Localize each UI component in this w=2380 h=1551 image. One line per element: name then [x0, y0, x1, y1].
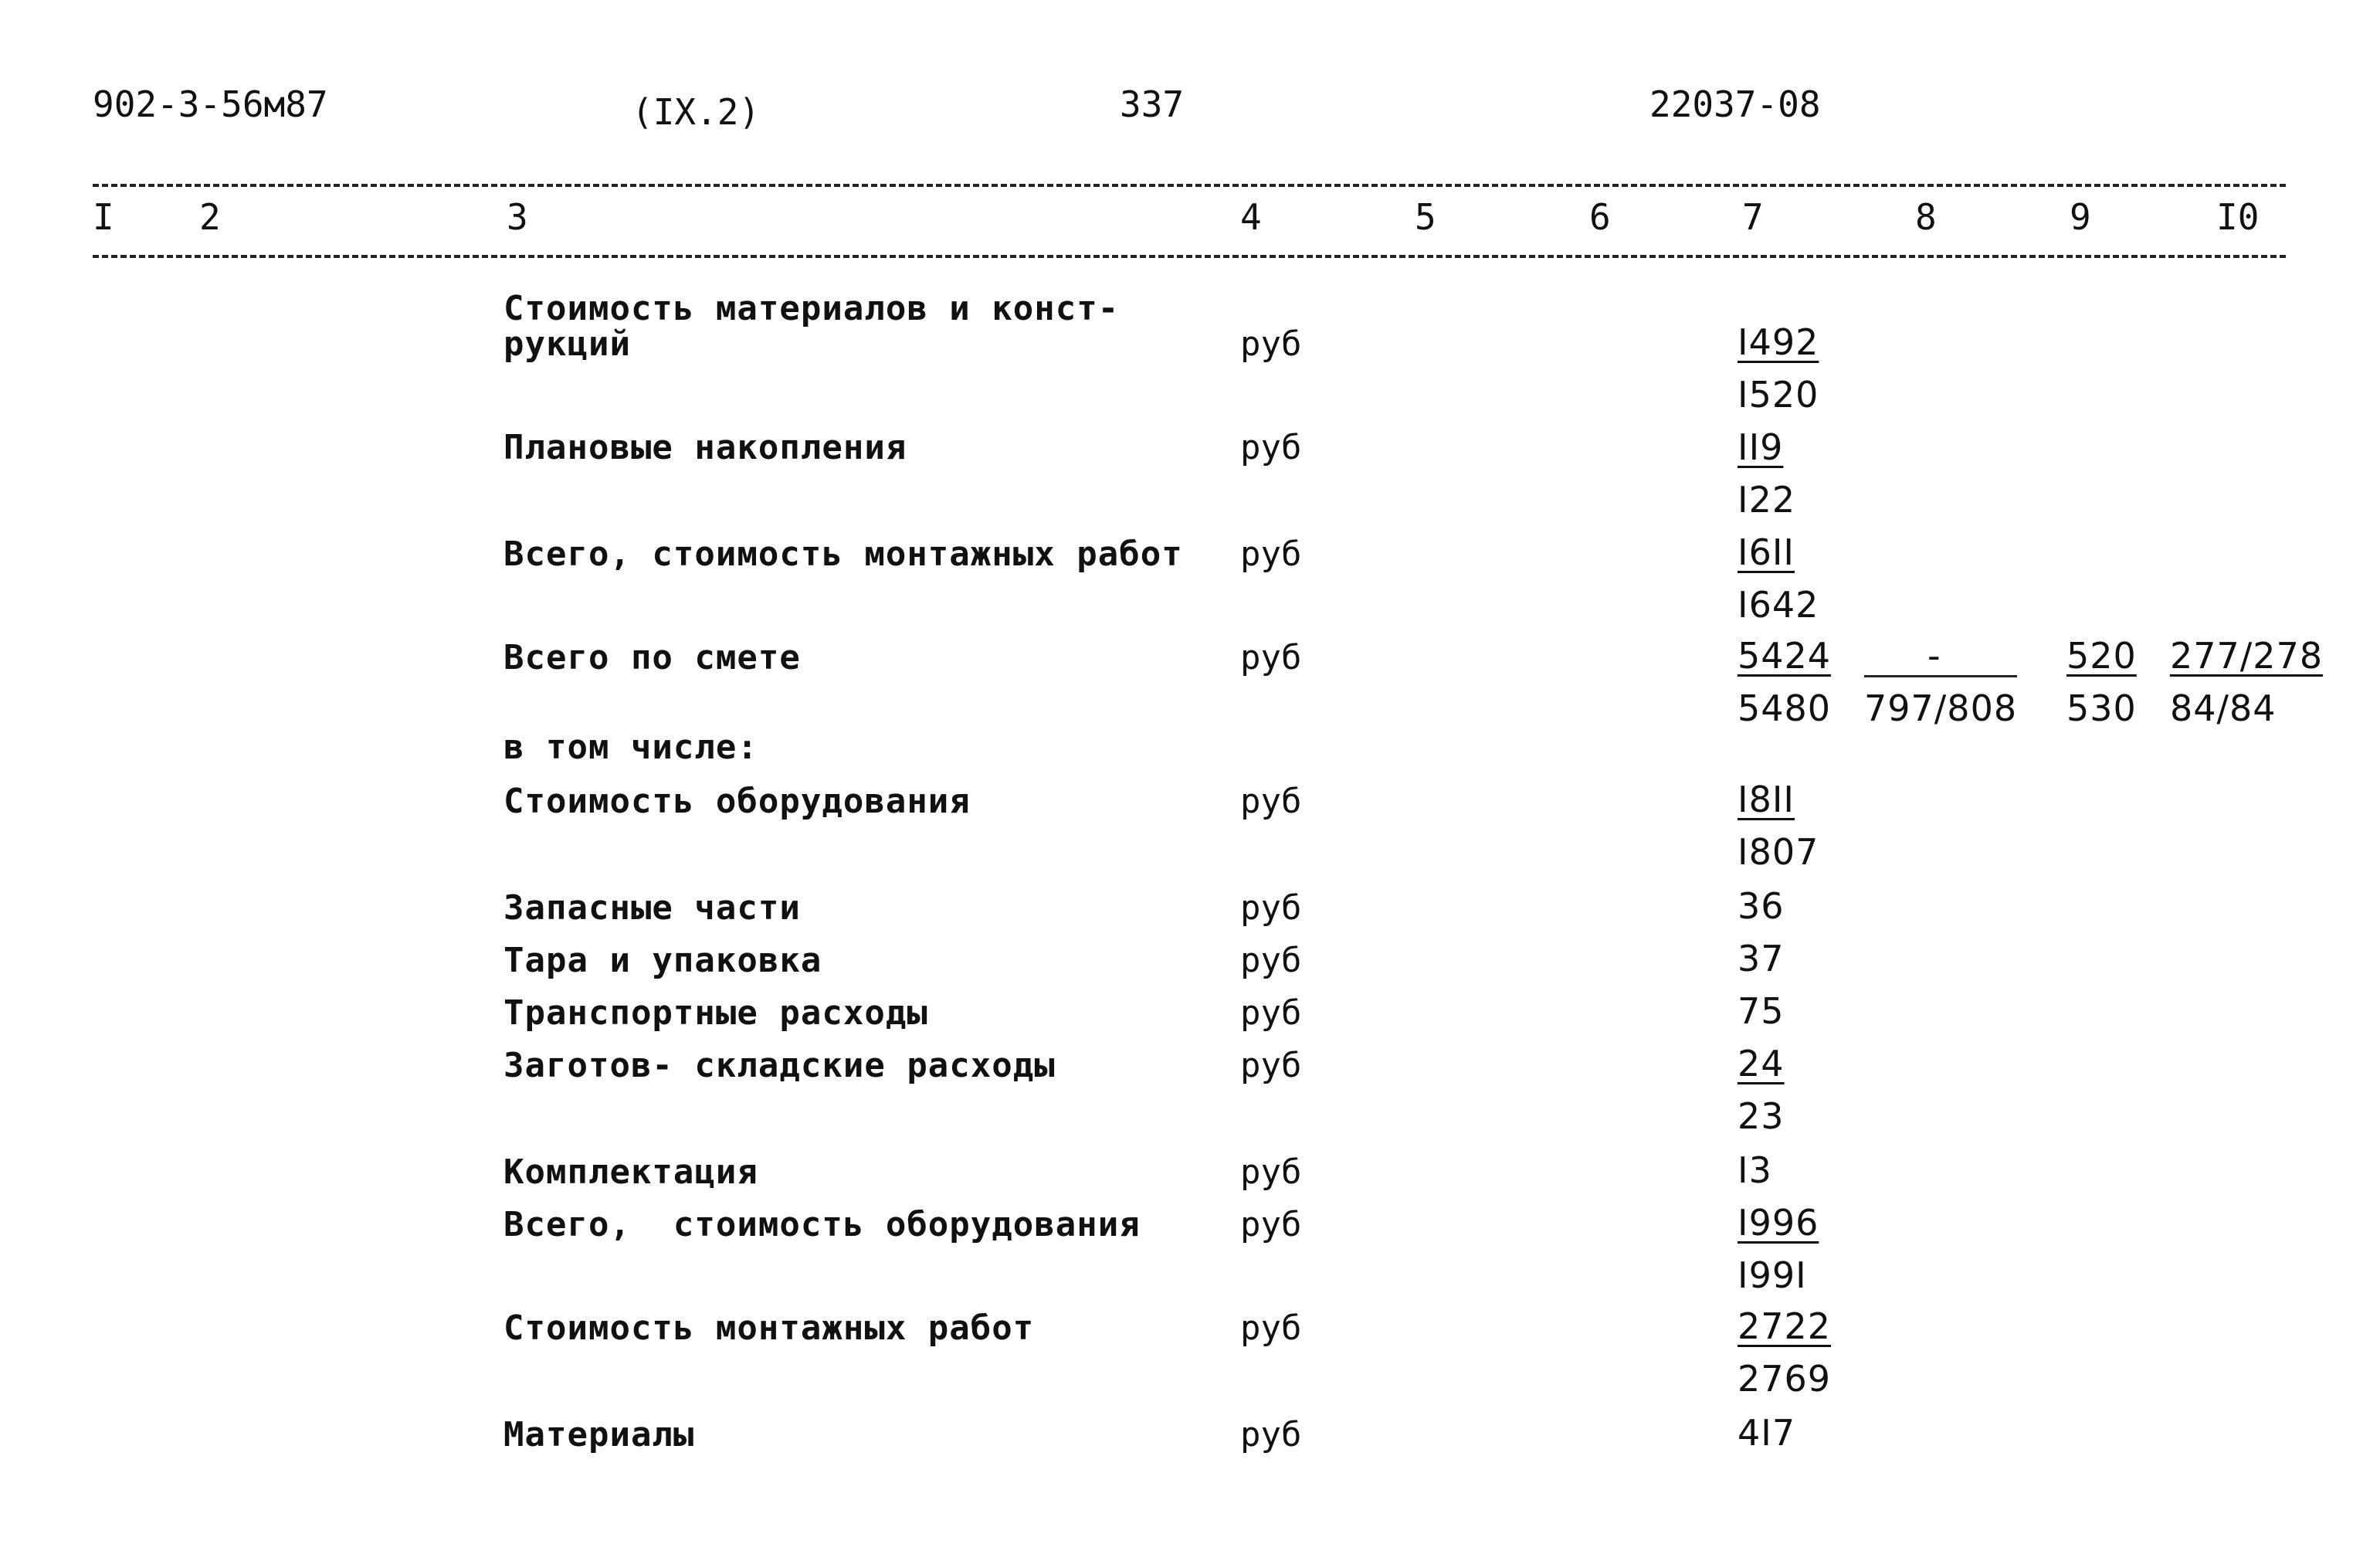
page-number: 337	[1120, 83, 1185, 125]
row-label: Стоимость монтажных работ	[503, 1308, 1035, 1348]
row-label: в том числе:	[503, 728, 758, 767]
value-bottom: 84/84	[2170, 687, 2277, 729]
unit-cell: руб	[1240, 941, 1302, 980]
value-bottom: 5480	[1738, 687, 1832, 729]
unit-cell: руб	[1240, 1046, 1302, 1085]
unit-cell: руб	[1240, 993, 1302, 1033]
row-label: Заготов- складские расходы	[503, 1046, 1056, 1085]
value-top: 24	[1738, 1043, 1785, 1084]
unit-cell: руб	[1240, 782, 1302, 821]
value-top: I492	[1738, 321, 1819, 363]
header-bottom-rule	[93, 255, 2286, 258]
value-top: II9	[1738, 426, 1784, 468]
row-label: Всего, стоимость монтажных работ	[503, 535, 1183, 574]
row-label: Тара и упаковка	[503, 941, 822, 980]
value-bottom: I642	[1738, 584, 1819, 626]
value-top: I996	[1738, 1202, 1819, 1244]
section-number: (IX.2)	[632, 91, 761, 133]
unit-cell: руб	[1240, 638, 1302, 677]
value-cell: 36	[1738, 885, 1785, 927]
column-header-9: 9	[2070, 196, 2091, 238]
value-top: 277/278	[2170, 635, 2324, 677]
value-cell: 75	[1738, 990, 1785, 1032]
column-header-8: 8	[1915, 196, 1937, 238]
value-cell: 4I7	[1738, 1412, 1796, 1454]
unit-cell: руб	[1240, 1308, 1302, 1348]
row-label: Стоимость оборудования	[503, 782, 971, 821]
value-top: I6II	[1738, 531, 1795, 573]
column-header-2: 2	[199, 196, 221, 238]
unit-cell: руб	[1240, 1205, 1302, 1244]
value-bottom: I520	[1738, 374, 1819, 416]
value-top: I8II	[1738, 779, 1795, 820]
unit-cell: руб	[1240, 888, 1302, 928]
row-label: Всего, стоимость оборудования	[503, 1205, 1141, 1244]
row-label: Плановые накопления	[503, 428, 907, 467]
column-header-6: 6	[1589, 196, 1611, 238]
unit-cell: руб	[1240, 1415, 1302, 1454]
unit-cell: руб	[1240, 324, 1302, 364]
value-bottom: 797/808	[1864, 687, 2018, 729]
value-cell: 37	[1738, 938, 1785, 979]
row-label: рукций	[503, 324, 631, 364]
value-bottom: I99I	[1738, 1254, 1807, 1296]
row-label: Транспортные расходы	[503, 993, 928, 1033]
unit-cell: руб	[1240, 428, 1302, 467]
document-number: 22037-08	[1649, 83, 1821, 125]
column-header-5: 5	[1415, 196, 1436, 238]
column-header-1: I	[93, 196, 114, 238]
value-top: 520	[2066, 635, 2137, 677]
column-header-3: 3	[507, 196, 528, 238]
fraction-bar	[1864, 675, 2017, 677]
value-bottom: 530	[2066, 687, 2137, 729]
value-cell: I3	[1738, 1149, 1772, 1191]
unit-cell: руб	[1240, 535, 1302, 574]
row-label: Материалы	[503, 1415, 695, 1454]
value-bottom: I22	[1738, 479, 1796, 521]
value-bottom: 23	[1738, 1095, 1785, 1137]
row-label: Стоимость материалов и конст-	[503, 289, 1120, 328]
column-header-4: 4	[1240, 196, 1262, 238]
unit-cell: руб	[1240, 1152, 1302, 1192]
project-code: 902-3-56м87	[93, 83, 328, 125]
row-label: Комплектация	[503, 1152, 758, 1192]
value-bottom: I807	[1738, 831, 1819, 873]
value-top: 2722	[1738, 1305, 1832, 1347]
header-top-rule	[93, 184, 2286, 187]
value-bottom: 2769	[1738, 1358, 1832, 1400]
value-top: 5424	[1738, 635, 1832, 677]
row-label: Запасные части	[503, 888, 801, 928]
value-top: -	[1927, 635, 1941, 677]
column-header-7: 7	[1742, 196, 1764, 238]
row-label: Всего по смете	[503, 638, 801, 677]
column-header-10: I0	[2216, 196, 2260, 238]
